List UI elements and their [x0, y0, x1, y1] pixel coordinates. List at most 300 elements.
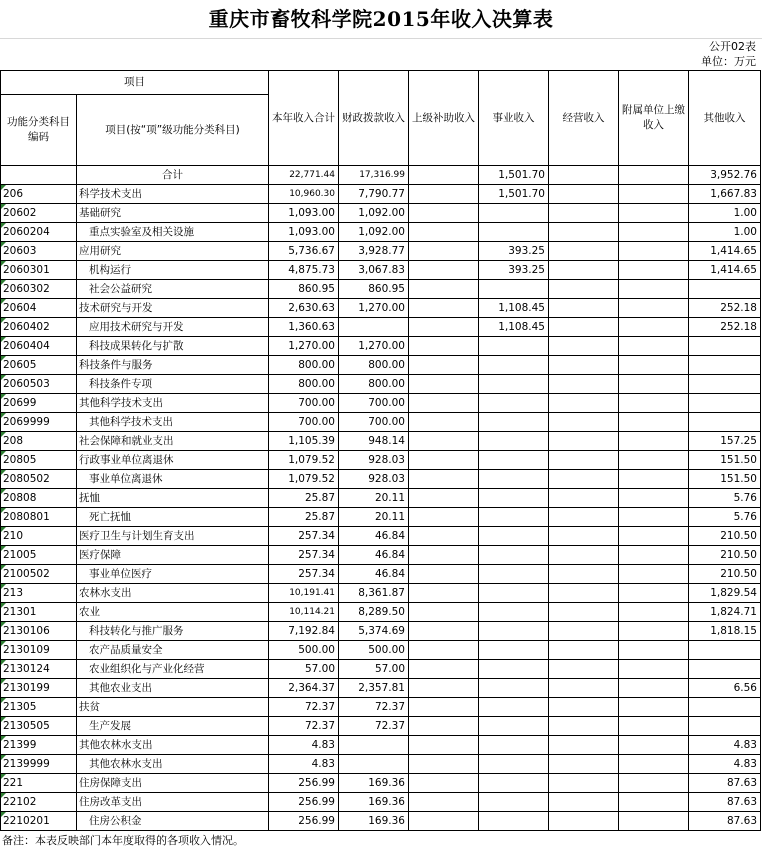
cell-name: 住房保障支出	[77, 774, 269, 793]
cell-total: 1,360.63	[269, 318, 339, 337]
cell-career	[479, 774, 549, 793]
cell-name: 重点实验室及相关设施	[77, 223, 269, 242]
cell-superior	[409, 185, 479, 204]
cell-other: 87.63	[689, 793, 761, 812]
cell-affiliated	[619, 166, 689, 185]
table-row	[1, 546, 761, 565]
header-other: 其他收入	[689, 71, 761, 166]
cell-fiscal: 17,316.99	[339, 166, 409, 185]
table-row	[1, 261, 761, 280]
cell-fiscal: 800.00	[339, 356, 409, 375]
cell-operating	[549, 318, 619, 337]
table-row	[1, 489, 761, 508]
table-row	[1, 641, 761, 660]
cell-superior	[409, 736, 479, 755]
header-total: 本年收入合计	[269, 71, 339, 166]
cell-fiscal: 20.11	[339, 508, 409, 527]
cell-total: 5,736.67	[269, 242, 339, 261]
table-row	[1, 223, 761, 242]
cell-superior	[409, 774, 479, 793]
cell-fiscal: 46.84	[339, 527, 409, 546]
cell-code: 213	[1, 584, 77, 603]
cell-career	[479, 717, 549, 736]
cell-career	[479, 565, 549, 584]
cell-superior	[409, 242, 479, 261]
cell-superior	[409, 641, 479, 660]
cell-operating	[549, 261, 619, 280]
cell-affiliated	[619, 204, 689, 223]
cell-code: 2060503	[1, 375, 77, 394]
cell-superior	[409, 565, 479, 584]
cell-affiliated	[619, 660, 689, 679]
cell-affiliated	[619, 375, 689, 394]
cell-career	[479, 489, 549, 508]
table-row	[1, 812, 761, 831]
cell-other: 4.83	[689, 755, 761, 774]
cell-name: 科技成果转化与扩散	[77, 337, 269, 356]
cell-other: 210.50	[689, 527, 761, 546]
table-row	[1, 451, 761, 470]
cell-superior	[409, 299, 479, 318]
cell-career	[479, 451, 549, 470]
table-row	[1, 774, 761, 793]
cell-fiscal: 57.00	[339, 660, 409, 679]
cell-code: 2139999	[1, 755, 77, 774]
cell-total: 4.83	[269, 736, 339, 755]
cell-other	[689, 717, 761, 736]
cell-career	[479, 223, 549, 242]
cell-career	[479, 793, 549, 812]
cell-superior	[409, 280, 479, 299]
cell-total: 500.00	[269, 641, 339, 660]
cell-operating	[549, 736, 619, 755]
cell-fiscal: 3,067.83	[339, 261, 409, 280]
cell-other: 5.76	[689, 508, 761, 527]
cell-career	[479, 736, 549, 755]
top-divider	[0, 38, 762, 39]
cell-other	[689, 641, 761, 660]
cell-other: 210.50	[689, 565, 761, 584]
cell-other: 151.50	[689, 470, 761, 489]
cell-other: 5.76	[689, 489, 761, 508]
cell-name: 其他农林水支出	[77, 755, 269, 774]
table-row	[1, 736, 761, 755]
cell-other: 3,952.76	[689, 166, 761, 185]
cell-operating	[549, 489, 619, 508]
cell-code: 2080801	[1, 508, 77, 527]
cell-fiscal: 860.95	[339, 280, 409, 299]
cell-code: 21305	[1, 698, 77, 717]
cell-other: 1,824.71	[689, 603, 761, 622]
cell-affiliated	[619, 470, 689, 489]
cell-operating	[549, 793, 619, 812]
cell-superior	[409, 261, 479, 280]
cell-name: 其他农林水支出	[77, 736, 269, 755]
cell-affiliated	[619, 679, 689, 698]
cell-affiliated	[619, 432, 689, 451]
cell-other	[689, 337, 761, 356]
cell-code: 20604	[1, 299, 77, 318]
cell-superior	[409, 698, 479, 717]
table-row	[1, 470, 761, 489]
table-row	[1, 337, 761, 356]
cell-name: 医疗卫生与计划生育支出	[77, 527, 269, 546]
cell-career: 1,108.45	[479, 299, 549, 318]
form-number: 公开02表	[709, 40, 756, 53]
cell-fiscal: 7,790.77	[339, 185, 409, 204]
cell-operating	[549, 698, 619, 717]
cell-superior	[409, 394, 479, 413]
cell-superior	[409, 356, 479, 375]
cell-code: 20808	[1, 489, 77, 508]
cell-superior	[409, 451, 479, 470]
cell-superior	[409, 337, 479, 356]
cell-career	[479, 204, 549, 223]
cell-name: 应用技术研究与开发	[77, 318, 269, 337]
cell-affiliated	[619, 394, 689, 413]
cell-fiscal: 169.36	[339, 812, 409, 831]
cell-code: 2060302	[1, 280, 77, 299]
cell-total: 256.99	[269, 812, 339, 831]
cell-career: 1,501.70	[479, 185, 549, 204]
cell-operating	[549, 299, 619, 318]
cell-total: 25.87	[269, 489, 339, 508]
cell-name: 生产发展	[77, 717, 269, 736]
cell-fiscal: 46.84	[339, 546, 409, 565]
cell-affiliated	[619, 565, 689, 584]
cell-affiliated	[619, 736, 689, 755]
cell-operating	[549, 812, 619, 831]
table-row	[1, 793, 761, 812]
cell-name: 扶贫	[77, 698, 269, 717]
cell-total: 10,114.21	[269, 603, 339, 622]
cell-superior	[409, 489, 479, 508]
cell-total: 1,093.00	[269, 223, 339, 242]
cell-name: 科技条件与服务	[77, 356, 269, 375]
cell-other	[689, 660, 761, 679]
cell-superior	[409, 793, 479, 812]
table-row	[1, 698, 761, 717]
cell-code: 2060204	[1, 223, 77, 242]
cell-total: 700.00	[269, 394, 339, 413]
cell-fiscal: 1,092.00	[339, 204, 409, 223]
cell-total: 256.99	[269, 793, 339, 812]
cell-total: 1,093.00	[269, 204, 339, 223]
cell-affiliated	[619, 356, 689, 375]
cell-affiliated	[619, 755, 689, 774]
cell-other: 1,667.83	[689, 185, 761, 204]
cell-other: 1,414.65	[689, 242, 761, 261]
cell-total: 10,191.41	[269, 584, 339, 603]
cell-affiliated	[619, 185, 689, 204]
cell-name: 事业单位医疗	[77, 565, 269, 584]
cell-total: 257.34	[269, 546, 339, 565]
cell-code: 21301	[1, 603, 77, 622]
cell-total: 25.87	[269, 508, 339, 527]
cell-other	[689, 413, 761, 432]
cell-superior	[409, 812, 479, 831]
cell-operating	[549, 679, 619, 698]
cell-name: 住房改革支出	[77, 793, 269, 812]
cell-total: 257.34	[269, 565, 339, 584]
cell-operating	[549, 204, 619, 223]
cell-other: 252.18	[689, 318, 761, 337]
cell-name: 住房公积金	[77, 812, 269, 831]
page-title: 重庆市畜牧科学院2015年收入决算表	[208, 7, 554, 31]
cell-career	[479, 546, 549, 565]
cell-superior	[409, 470, 479, 489]
header-code: 功能分类科目编码	[1, 95, 77, 166]
table-row	[1, 660, 761, 679]
cell-code: 2060404	[1, 337, 77, 356]
cell-affiliated	[619, 584, 689, 603]
cell-code: 2060301	[1, 261, 77, 280]
cell-affiliated	[619, 337, 689, 356]
cell-total: 257.34	[269, 527, 339, 546]
cell-code: 2100502	[1, 565, 77, 584]
cell-superior	[409, 204, 479, 223]
cell-code: 2060402	[1, 318, 77, 337]
cell-name: 社会公益研究	[77, 280, 269, 299]
cell-name: 死亡抚恤	[77, 508, 269, 527]
cell-fiscal: 1,092.00	[339, 223, 409, 242]
cell-career	[479, 622, 549, 641]
cell-total: 22,771.44	[269, 166, 339, 185]
cell-name: 医疗保障	[77, 546, 269, 565]
cell-career	[479, 432, 549, 451]
cell-operating	[549, 470, 619, 489]
cell-superior	[409, 527, 479, 546]
cell-code: 206	[1, 185, 77, 204]
cell-name: 科技条件专项	[77, 375, 269, 394]
cell-name: 社会保障和就业支出	[77, 432, 269, 451]
cell-operating	[549, 755, 619, 774]
cell-affiliated	[619, 223, 689, 242]
cell-affiliated	[619, 603, 689, 622]
cell-code: 221	[1, 774, 77, 793]
cell-operating	[549, 527, 619, 546]
cell-total: 256.99	[269, 774, 339, 793]
cell-total: 860.95	[269, 280, 339, 299]
table-row	[1, 375, 761, 394]
cell-other: 1,829.54	[689, 584, 761, 603]
cell-career: 1,501.70	[479, 166, 549, 185]
footnote: 备注：本表反映部门本年度取得的各项收入情况。	[2, 834, 244, 847]
cell-fiscal: 1,270.00	[339, 299, 409, 318]
cell-affiliated	[619, 527, 689, 546]
cell-superior	[409, 622, 479, 641]
cell-affiliated	[619, 546, 689, 565]
cell-career	[479, 603, 549, 622]
cell-operating	[549, 660, 619, 679]
cell-name: 抚恤	[77, 489, 269, 508]
cell-superior	[409, 413, 479, 432]
cell-operating	[549, 622, 619, 641]
cell-code: 20699	[1, 394, 77, 413]
cell-operating	[549, 375, 619, 394]
cell-fiscal: 46.84	[339, 565, 409, 584]
cell-operating	[549, 565, 619, 584]
cell-superior	[409, 432, 479, 451]
cell-total: 72.37	[269, 698, 339, 717]
cell-code: 20602	[1, 204, 77, 223]
header-operating: 经营收入	[549, 71, 619, 166]
cell-total: 4,875.73	[269, 261, 339, 280]
cell-code: 2130199	[1, 679, 77, 698]
cell-fiscal: 928.03	[339, 451, 409, 470]
table-row	[1, 394, 761, 413]
table-row	[1, 280, 761, 299]
cell-code: 210	[1, 527, 77, 546]
cell-affiliated	[619, 280, 689, 299]
cell-superior	[409, 660, 479, 679]
cell-name: 其他科学技术支出	[77, 394, 269, 413]
cell-superior	[409, 546, 479, 565]
cell-operating	[549, 508, 619, 527]
cell-name: 农业组织化与产业化经营	[77, 660, 269, 679]
unit-label: 单位：万元	[701, 55, 756, 68]
cell-fiscal: 169.36	[339, 793, 409, 812]
cell-other: 1,414.65	[689, 261, 761, 280]
cell-superior	[409, 508, 479, 527]
cell-total: 700.00	[269, 413, 339, 432]
cell-other: 157.25	[689, 432, 761, 451]
cell-career	[479, 679, 549, 698]
cell-superior	[409, 679, 479, 698]
cell-total: 57.00	[269, 660, 339, 679]
cell-name: 其他农业支出	[77, 679, 269, 698]
cell-name: 科学技术支出	[77, 185, 269, 204]
cell-code	[1, 166, 77, 185]
cell-other: 6.56	[689, 679, 761, 698]
cell-fiscal: 2,357.81	[339, 679, 409, 698]
cell-superior	[409, 717, 479, 736]
cell-total: 800.00	[269, 375, 339, 394]
cell-operating	[549, 337, 619, 356]
cell-career	[479, 394, 549, 413]
cell-code: 22102	[1, 793, 77, 812]
cell-operating	[549, 774, 619, 793]
cell-name: 农林水支出	[77, 584, 269, 603]
cell-fiscal: 1,270.00	[339, 337, 409, 356]
cell-total: 1,079.52	[269, 470, 339, 489]
cell-career	[479, 755, 549, 774]
cell-superior	[409, 603, 479, 622]
cell-career	[479, 280, 549, 299]
cell-name: 技术研究与开发	[77, 299, 269, 318]
table-row	[1, 565, 761, 584]
cell-affiliated	[619, 508, 689, 527]
cell-operating	[549, 242, 619, 261]
cell-affiliated	[619, 413, 689, 432]
cell-operating	[549, 223, 619, 242]
income-table	[0, 70, 761, 831]
cell-superior	[409, 318, 479, 337]
cell-other: 1.00	[689, 204, 761, 223]
table-row	[1, 432, 761, 451]
cell-career	[479, 527, 549, 546]
cell-total: 4.83	[269, 755, 339, 774]
cell-career	[479, 356, 549, 375]
cell-fiscal: 5,374.69	[339, 622, 409, 641]
table-row	[1, 603, 761, 622]
cell-code: 2210201	[1, 812, 77, 831]
cell-career	[479, 470, 549, 489]
cell-total: 800.00	[269, 356, 339, 375]
cell-career	[479, 508, 549, 527]
table-row	[1, 584, 761, 603]
cell-career	[479, 337, 549, 356]
cell-career	[479, 413, 549, 432]
cell-other: 252.18	[689, 299, 761, 318]
cell-operating	[549, 394, 619, 413]
table-row	[1, 318, 761, 337]
cell-other	[689, 375, 761, 394]
cell-superior	[409, 584, 479, 603]
cell-fiscal: 700.00	[339, 394, 409, 413]
cell-operating	[549, 185, 619, 204]
table-row	[1, 204, 761, 223]
cell-other: 4.83	[689, 736, 761, 755]
cell-operating	[549, 584, 619, 603]
cell-operating	[549, 413, 619, 432]
cell-career	[479, 698, 549, 717]
cell-fiscal: 72.37	[339, 698, 409, 717]
cell-affiliated	[619, 641, 689, 660]
table-row	[1, 508, 761, 527]
cell-code: 20805	[1, 451, 77, 470]
cell-code: 21399	[1, 736, 77, 755]
cell-career	[479, 375, 549, 394]
cell-fiscal: 948.14	[339, 432, 409, 451]
cell-career	[479, 584, 549, 603]
header-name: 项目(按“项”级功能分类科目)	[77, 95, 269, 166]
cell-total: 1,270.00	[269, 337, 339, 356]
cell-operating	[549, 280, 619, 299]
cell-other: 210.50	[689, 546, 761, 565]
header-item-group: 项目	[1, 71, 269, 95]
cell-operating	[549, 546, 619, 565]
cell-total: 1,105.39	[269, 432, 339, 451]
cell-other	[689, 356, 761, 375]
cell-fiscal: 20.11	[339, 489, 409, 508]
cell-fiscal: 169.36	[339, 774, 409, 793]
table-row	[1, 299, 761, 318]
cell-code: 20603	[1, 242, 77, 261]
cell-code: 20605	[1, 356, 77, 375]
table-row	[1, 527, 761, 546]
cell-total: 1,079.52	[269, 451, 339, 470]
cell-fiscal: 72.37	[339, 717, 409, 736]
cell-other	[689, 698, 761, 717]
cell-career: 393.25	[479, 242, 549, 261]
header-career: 事业收入	[479, 71, 549, 166]
cell-affiliated	[619, 489, 689, 508]
cell-name: 科技转化与推广服务	[77, 622, 269, 641]
cell-name: 应用研究	[77, 242, 269, 261]
cell-career: 1,108.45	[479, 318, 549, 337]
cell-career	[479, 641, 549, 660]
cell-operating	[549, 603, 619, 622]
cell-fiscal	[339, 755, 409, 774]
cell-name: 事业单位离退休	[77, 470, 269, 489]
cell-affiliated	[619, 812, 689, 831]
cell-superior	[409, 166, 479, 185]
cell-affiliated	[619, 299, 689, 318]
cell-operating	[549, 432, 619, 451]
table-row	[1, 755, 761, 774]
cell-total: 2,630.63	[269, 299, 339, 318]
